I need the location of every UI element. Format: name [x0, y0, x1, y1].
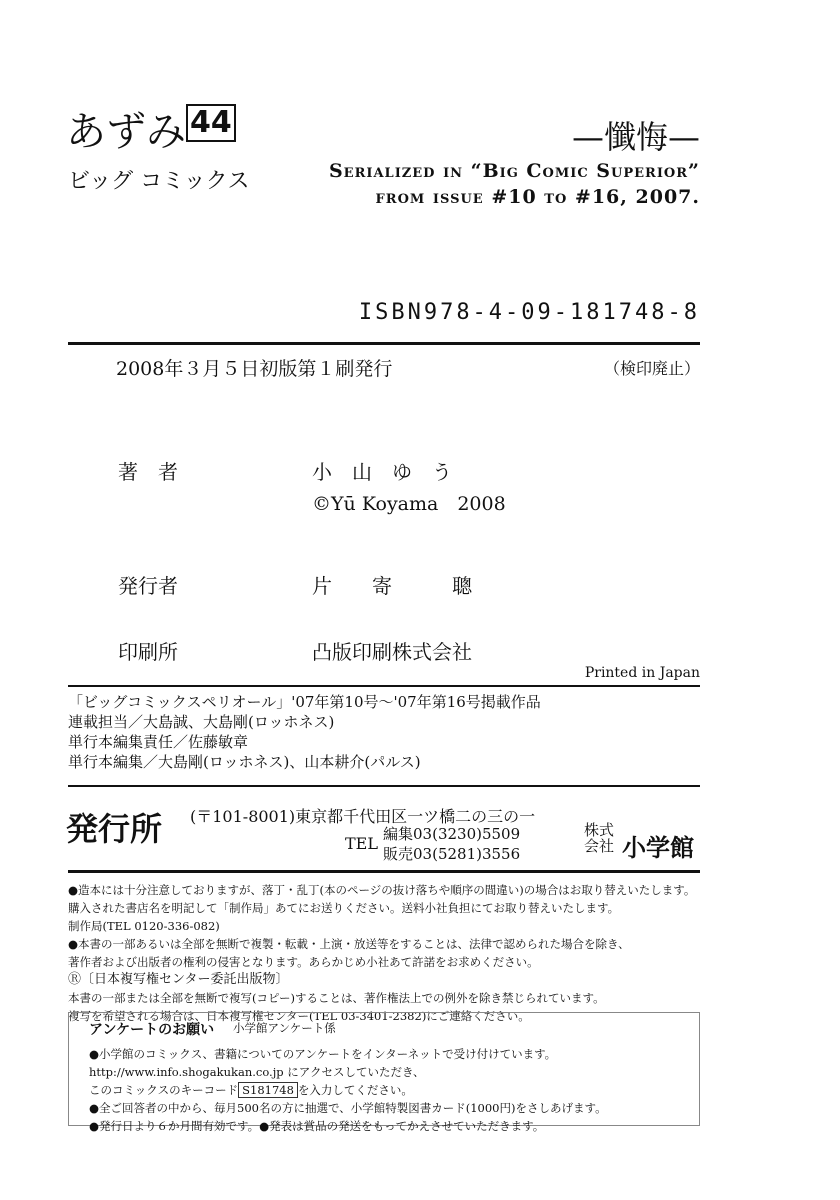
survey-text: このコミックスのキーコード: [89, 1083, 239, 1097]
publisher-label: 発行所: [66, 810, 163, 848]
divider: [68, 342, 700, 345]
survey-line: [89, 1081, 607, 1099]
key-code: S181748: [238, 1082, 298, 1098]
survey-url[interactable]: http://www.info.shogakukan.co.jp にアクセスしていただき、: [89, 1065, 425, 1079]
subtitle: —懺悔—: [571, 118, 700, 156]
publisher-logo: 小学館: [622, 834, 694, 862]
note-line: 本書の一部または全部を無断で複写(コピー)することは、著作権法上での例外を除き禁じられています。: [68, 991, 605, 1005]
volume-number: 44: [186, 104, 236, 142]
staff-line: 単行本編集責任／佐藤敏章: [68, 733, 249, 751]
divider: [68, 870, 700, 873]
author-role: 著 者: [118, 460, 178, 484]
survey-box: [68, 1012, 700, 1133]
edition: 2008年３月５日初版第１刷発行: [116, 358, 393, 380]
staff-credits: [68, 692, 541, 772]
survey-line: ●小学館のコミックス、書籍についてのアンケートをインターネットで受け付けています。: [89, 1047, 557, 1061]
edit-tel: 編集03(3230)5509: [383, 825, 521, 843]
survey-line: ●発行日より６か月間有効です。●発表は賞品の発送をもってかえさせていただきます。: [89, 1119, 545, 1133]
note-line: ●本書の一部あるいは全部を無断で複製・転載・上演・放送等をすることは、法律で認められた場合を除き、: [68, 937, 630, 951]
note-line: ●造本には十分注意しておりますが、落丁・乱丁(本のページの抜け落ちや順序の間違い)の場合はお取り替えいたします。: [68, 883, 696, 897]
note-line: Ⓡ〔日本複写権センター委託出版物〕: [68, 972, 289, 987]
publisher-address: (〒101-8001)東京都千代田区一ツ橋二の三の一: [190, 807, 536, 826]
staff-line: 単行本編集／大島剛(ロッホネス)、山本耕介(パルス): [68, 753, 421, 771]
title: あずみ: [66, 109, 186, 155]
note-line: 制作局(TEL 0120-336-082): [68, 919, 220, 933]
staff-line: 「ビッグコミックスペリオール」'07年第10号～'07年第16号掲載作品: [68, 693, 541, 711]
survey-dept: 小学館アンケート係: [233, 1021, 336, 1035]
isbn: ISBN978-4-09-181748-8: [358, 300, 700, 325]
divider: [68, 685, 700, 687]
corp-label: 株式会社: [584, 821, 615, 855]
staff-line: 連載担当／大島誠、大島剛(ロッホネス): [68, 713, 335, 731]
serialized-line: from issue #10 to #16, 2007.: [375, 186, 700, 208]
note-line: 著作者および出版者の権利の侵害となります。あらかじめ小社あて許諾をお求めください。: [68, 955, 539, 969]
survey-body: [89, 1045, 607, 1135]
serialized-line: Serialized in “Big Comic Superior”: [328, 160, 700, 182]
note-line: 購入された書店名を明記して「制作局」あてにお送りください。送料小社負担にてお取り替えいたします。: [68, 901, 620, 915]
survey-line: ●全ご回答者の中から、毎月500名の方に抽選で、小学館特製図書カード(1000円)をさしあげます。: [89, 1101, 607, 1115]
copyright: ©Yū Koyama 2008: [312, 493, 506, 515]
author-name: 小 山 ゆ う: [312, 460, 452, 484]
note-line: 複写を希望される場合は、日本複写権センター(TEL 03-3401-2382)にご連絡ください。: [68, 1009, 530, 1023]
survey-title: アンケートのお願い: [89, 1022, 215, 1038]
printed-in: Printed in Japan: [584, 665, 700, 681]
printer-role: 印刷所: [118, 640, 178, 664]
tel-label: TEL: [345, 834, 378, 853]
sales-tel: 販売03(5281)3556: [383, 845, 521, 863]
publisher-role: 発行者: [118, 574, 178, 598]
printer-name: 凸版印刷株式会社: [312, 640, 472, 664]
label: ビッグ コミックス: [68, 169, 250, 194]
seal-note: （検印廃止）: [603, 359, 700, 378]
divider: [68, 785, 700, 787]
legal-notes: [68, 881, 695, 1025]
survey-text: を入力してください。: [297, 1083, 413, 1097]
publisher-name: 片 寄 聰: [312, 574, 472, 598]
